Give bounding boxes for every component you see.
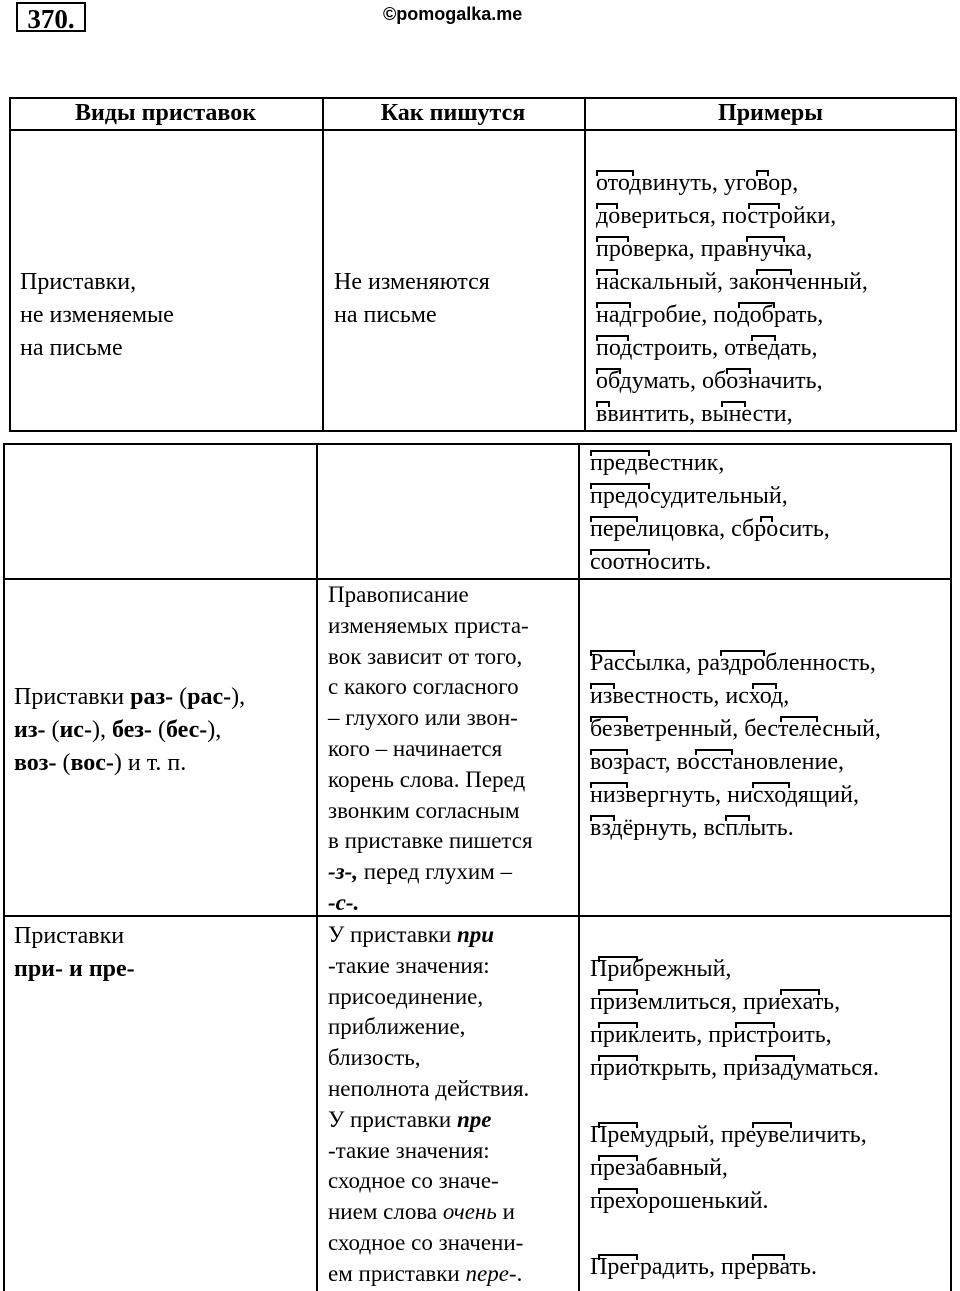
example-line: приземлиться, приехать, — [590, 989, 841, 1015]
row1-kind: Приставки, не изменяемые на письме — [20, 269, 174, 361]
row2-rule: Правописание изменяемых приста- вок зависит от того, с какого согласного – глухого или звон- кого – начинается корень слова. Перед звонким согласным в приставке пишется -з-, перед глухим – -с-. — [328, 582, 533, 915]
example-line: приклеить, пристроить, — [590, 1022, 832, 1048]
prefix-mark — [596, 170, 634, 176]
prefix-mark — [598, 956, 638, 962]
prefix-mark — [748, 203, 780, 209]
row1-rule: Не изменяются на письме — [334, 269, 490, 328]
prefix-mark — [596, 401, 610, 407]
example-line: Преградить, прервать. — [590, 1254, 817, 1280]
col-divider — [322, 97, 324, 432]
example-line: Рассылка, раздробленность, — [590, 650, 876, 676]
row1-examples-continued — [590, 447, 830, 579]
example-line: презабавный, — [590, 1155, 728, 1181]
prefix-mark — [735, 1022, 775, 1028]
example-line: низвергнуть, нисходящий, — [590, 782, 859, 808]
row3-examples-pre-2 — [590, 1251, 817, 1284]
row3-examples — [590, 953, 879, 1085]
prefix-mark — [751, 335, 776, 341]
header-kind: Виды приставок — [74, 100, 257, 126]
prefix-mark — [598, 1022, 638, 1028]
example-line: довериться, постройки, — [596, 203, 837, 229]
prefix-mark — [695, 749, 733, 755]
prefix-mark — [725, 815, 750, 821]
col-divider — [578, 443, 580, 1291]
row2-kind: Приставки раз- (рас-), из- (ис-), без- (бес-), воз- (вос-) и т. п. — [14, 684, 246, 776]
example-line: отодвинуть, уговор, — [596, 170, 799, 196]
example-line: ввинтить, вынести, — [596, 401, 793, 427]
prefix-mark — [752, 683, 777, 689]
prefix-mark — [590, 815, 615, 821]
example-line: перелицовка, сбросить, — [590, 516, 830, 542]
example-line: подстроить, отведать, — [596, 335, 818, 361]
prefix-mark — [720, 650, 765, 656]
prefix-mark — [726, 368, 751, 374]
prefix-mark — [590, 450, 650, 456]
prefix-mark — [755, 1055, 795, 1061]
prefix-mark — [738, 302, 775, 308]
example-line: Премудрый, преувеличить, — [590, 1122, 867, 1148]
prefix-mark — [590, 749, 628, 755]
prefix-mark — [596, 203, 618, 209]
prefix-mark — [780, 989, 820, 995]
exercise-number: 370. — [16, 2, 86, 32]
prefix-mark — [590, 782, 628, 788]
example-line: вздёрнуть, всплыть. — [590, 815, 794, 841]
prefix-mark — [721, 401, 746, 407]
row3-examples-pre — [590, 1119, 867, 1218]
prefix-mark — [596, 269, 618, 275]
prefix-mark — [746, 236, 785, 242]
prefix-mark — [590, 516, 638, 522]
example-line: надгробие, подобрать, — [596, 302, 824, 328]
prefix-mark — [590, 549, 650, 555]
example-line: наскальный, законченный, — [596, 269, 868, 295]
example-line: Прибрежный, — [590, 956, 732, 982]
prefix-mark — [598, 989, 638, 995]
prefix-mark — [752, 1122, 792, 1128]
row1-examples — [596, 167, 868, 431]
row3-kind: Приставки при- и пре- — [14, 923, 135, 982]
prefix-mark — [756, 170, 769, 176]
example-line: обдумать, обозначить, — [596, 368, 823, 394]
prefix-mark — [590, 650, 635, 656]
prefix-mark — [596, 335, 629, 341]
row2-examples — [590, 647, 881, 845]
prefix-mark — [752, 782, 790, 788]
example-line: предосудительный, — [590, 483, 788, 509]
watermark: ©pomogalka.me — [383, 4, 523, 24]
example-line: безветренный, бестелесный, — [590, 716, 881, 742]
prefix-mark — [598, 1055, 638, 1061]
prefix-mark — [590, 716, 628, 722]
col-divider — [316, 443, 318, 1291]
example-line: приоткрыть, призадуматься. — [590, 1055, 879, 1081]
header-divider — [9, 129, 957, 131]
prefix-mark — [596, 236, 629, 242]
prefix-mark — [598, 1254, 638, 1260]
prefix-mark — [752, 1254, 785, 1260]
header-examples: Примеры — [718, 100, 823, 126]
example-line: возраст, восстановление, — [590, 749, 844, 775]
prefix-mark — [780, 716, 818, 722]
example-line: проверка, правнучка, — [596, 236, 813, 262]
row3-rule: У приставки при -такие значения: присоединение, приближение, близость, неполнота действия. У приставки пре -такие значения: сходное со значе- нием слова очень и сходное со значени- ем приставки пере-. — [328, 922, 530, 1286]
header-rule: Как пишутся — [380, 100, 526, 126]
prefix-mark — [598, 1122, 638, 1128]
prefix-mark — [590, 483, 650, 489]
prefix-mark — [598, 1155, 638, 1161]
prefix-mark — [596, 302, 631, 308]
col-divider — [584, 97, 586, 432]
prefix-mark — [756, 269, 792, 275]
example-line: известность, исход, — [590, 683, 790, 709]
example-line: предвестник, — [590, 450, 725, 476]
example-line: соотносить. — [590, 549, 712, 575]
prefix-mark — [596, 368, 621, 374]
example-line: прехорошенький. — [590, 1188, 769, 1214]
prefix-mark — [760, 516, 773, 522]
prefix-mark — [590, 683, 615, 689]
prefix-mark — [598, 1188, 638, 1194]
